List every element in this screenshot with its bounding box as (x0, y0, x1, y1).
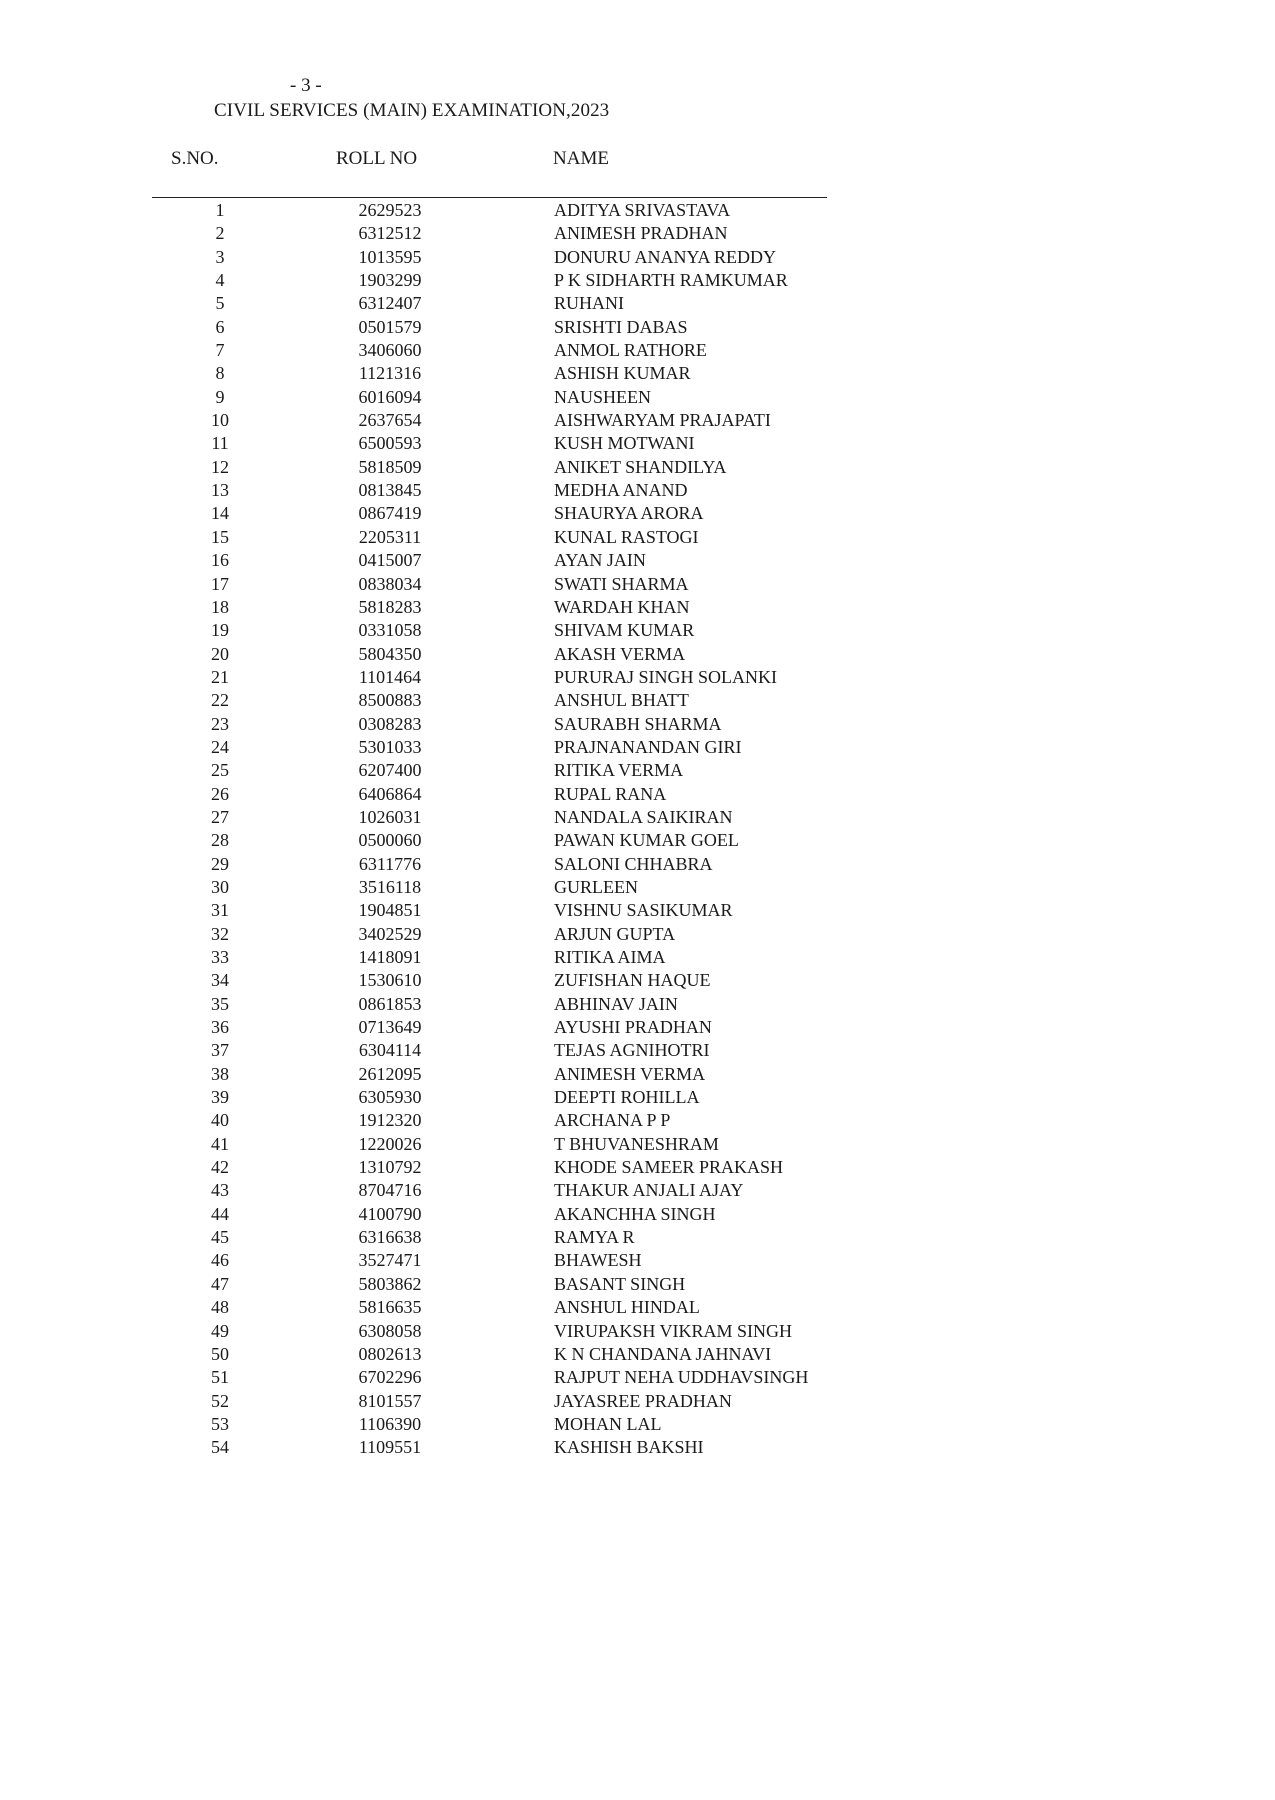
candidate-name-cell: VIRUPAKSH VIKRAM SINGH (554, 1320, 793, 1341)
document-title: CIVIL SERVICES (MAIN) EXAMINATION,2023 (214, 100, 610, 121)
table-row (0, 1203, 1275, 1226)
serial-number-cell: 43 (211, 1180, 229, 1201)
candidate-name-cell: KASHISH BAKSHI (554, 1437, 704, 1458)
table-row (0, 1366, 1275, 1389)
candidate-name-cell: JAYASREE PRADHAN (554, 1390, 732, 1411)
serial-number-cell: 48 (211, 1297, 229, 1318)
table-row (0, 1296, 1275, 1319)
roll-number-cell: 3406060 (358, 340, 422, 361)
candidate-name-cell: PURURAJ SINGH SOLANKI (554, 666, 778, 687)
roll-number-cell: 1220026 (358, 1133, 422, 1154)
column-header-name: NAME (553, 148, 609, 169)
roll-number-cell: 2629523 (358, 200, 422, 220)
serial-number-cell: 54 (211, 1437, 229, 1458)
candidate-name-cell: DONURU ANANYA REDDY (554, 246, 777, 267)
roll-number-cell: 5816635 (358, 1297, 422, 1318)
serial-number-cell: 50 (211, 1343, 229, 1364)
table-row (0, 993, 1275, 1016)
serial-number-cell: 26 (211, 783, 229, 804)
serial-number-cell: 30 (211, 876, 229, 897)
roll-number-cell: 2612095 (358, 1063, 422, 1084)
roll-number-cell: 6406864 (358, 783, 422, 804)
candidate-name-cell: K N CHANDANA JAHNAVI (554, 1343, 772, 1364)
roll-number-cell: 0500060 (358, 830, 422, 851)
page-number: - 3 - (290, 75, 322, 96)
serial-number-cell: 39 (211, 1087, 229, 1108)
roll-number-cell: 3527471 (358, 1250, 422, 1271)
candidate-name-cell: AYUSHI PRADHAN (554, 1017, 712, 1038)
candidate-name-cell: ABHINAV JAIN (554, 993, 678, 1014)
roll-number-cell: 4100790 (358, 1203, 422, 1224)
candidate-name-cell: RUHANI (554, 293, 624, 314)
candidate-name-cell: SHIVAM KUMAR (554, 620, 695, 641)
table-row (0, 923, 1275, 946)
candidate-name-cell: ANSHUL HINDAL (554, 1297, 700, 1318)
candidate-name-cell: KUNAL RASTOGI (554, 526, 699, 547)
candidate-name-cell: SWATI SHARMA (554, 573, 689, 594)
column-header-roll-no: ROLL NO (336, 148, 418, 169)
candidate-name-cell: BASANT SINGH (554, 1273, 686, 1294)
serial-number-cell: 3 (215, 246, 225, 267)
candidate-name-cell: RITIKA AIMA (554, 947, 666, 967)
serial-number-cell: 20 (211, 643, 229, 664)
table-row (0, 829, 1275, 852)
table-row (0, 1273, 1275, 1296)
candidate-name-cell: RAMYA R (554, 1227, 635, 1248)
roll-number-cell: 1109551 (358, 1437, 422, 1458)
table-row (0, 643, 1275, 666)
table-row (0, 526, 1275, 549)
roll-number-cell: 6305930 (358, 1087, 422, 1108)
serial-number-cell: 22 (211, 690, 229, 711)
roll-number-cell: 5803862 (358, 1273, 422, 1294)
serial-number-cell: 24 (211, 736, 229, 757)
serial-number-cell: 27 (211, 806, 229, 827)
table-row (0, 199, 1275, 222)
table-row (0, 853, 1275, 876)
serial-number-cell: 25 (211, 760, 229, 781)
roll-number-cell: 6702296 (358, 1367, 422, 1388)
table-row (0, 1063, 1275, 1086)
table-row (0, 1413, 1275, 1436)
roll-number-cell: 1904851 (358, 900, 422, 921)
serial-number-cell: 16 (211, 550, 229, 571)
table-row (0, 759, 1275, 782)
candidate-name-cell: NANDALA SAIKIRAN (554, 806, 733, 827)
candidate-name-cell: AKASH VERMA (554, 643, 686, 664)
roll-number-cell: 0713649 (358, 1017, 422, 1038)
serial-number-cell: 17 (211, 573, 229, 594)
serial-number-cell: 21 (211, 666, 229, 687)
roll-number-cell: 1912320 (358, 1110, 422, 1131)
table-row (0, 1086, 1275, 1109)
table-row (0, 1249, 1275, 1272)
table-row (0, 783, 1275, 806)
serial-number-cell: 19 (211, 620, 229, 641)
table-row (0, 1436, 1275, 1459)
table-row (0, 1039, 1275, 1062)
serial-number-cell: 15 (211, 526, 229, 547)
table-row (0, 502, 1275, 525)
candidate-name-cell: ANMOL RATHORE (554, 340, 707, 361)
table-row (0, 573, 1275, 596)
roll-number-cell: 8500883 (358, 690, 422, 711)
roll-number-cell: 0501579 (358, 316, 422, 337)
roll-number-cell: 5804350 (358, 643, 422, 664)
serial-number-cell: 45 (211, 1227, 229, 1248)
roll-number-cell: 6500593 (358, 433, 422, 454)
candidate-name-cell: VISHNU SASIKUMAR (554, 900, 733, 921)
roll-number-cell: 8704716 (358, 1180, 422, 1201)
roll-number-cell: 1530610 (358, 970, 422, 991)
roll-number-cell: 6312407 (358, 293, 422, 314)
roll-number-cell: 1101464 (358, 666, 422, 687)
candidate-name-cell: MEDHA ANAND (554, 480, 688, 501)
serial-number-cell: 35 (211, 993, 229, 1014)
table-row (0, 899, 1275, 922)
serial-number-cell: 47 (211, 1273, 229, 1294)
roll-number-cell: 6308058 (358, 1320, 422, 1341)
serial-number-cell: 34 (211, 970, 229, 991)
table-row (0, 689, 1275, 712)
serial-number-cell: 4 (215, 270, 225, 291)
table-row (0, 713, 1275, 736)
serial-number-cell: 18 (211, 596, 229, 617)
roll-number-cell: 0867419 (358, 503, 422, 524)
table-row (0, 969, 1275, 992)
table-row (0, 1109, 1275, 1132)
serial-number-cell: 31 (211, 900, 229, 921)
roll-number-cell: 6304114 (358, 1040, 422, 1061)
table-row (0, 946, 1275, 969)
table-row (0, 666, 1275, 689)
candidate-name-cell: RAJPUT NEHA UDDHAVSINGH (554, 1367, 809, 1388)
table-row (0, 1343, 1275, 1366)
serial-number-cell: 10 (211, 410, 229, 431)
roll-number-cell: 1013595 (358, 246, 422, 267)
roll-number-cell: 0802613 (358, 1343, 422, 1364)
serial-number-cell: 29 (211, 853, 229, 874)
serial-number-cell: 8 (215, 363, 225, 384)
roll-number-cell: 0415007 (358, 550, 422, 571)
candidate-name-cell: PAWAN KUMAR GOEL (554, 830, 739, 851)
roll-number-cell: 6316638 (358, 1227, 422, 1248)
candidate-name-cell: THAKUR ANJALI AJAY (554, 1180, 744, 1201)
roll-number-cell: 1418091 (358, 947, 422, 967)
serial-number-cell: 1 (215, 200, 225, 220)
roll-number-cell: 2637654 (358, 410, 422, 431)
candidate-name-cell: TEJAS AGNIHOTRI (554, 1040, 710, 1061)
candidate-name-cell: SAURABH SHARMA (554, 713, 722, 734)
roll-number-cell: 6312512 (358, 223, 422, 244)
roll-number-cell: 5818509 (358, 456, 422, 477)
candidate-name-cell: SRISHTI DABAS (554, 316, 688, 337)
candidate-name-cell: ARCHANA P P (554, 1110, 671, 1131)
candidate-name-cell: RUPAL RANA (554, 783, 667, 804)
candidate-name-cell: KHODE SAMEER PRAKASH (554, 1157, 784, 1178)
serial-number-cell: 42 (211, 1157, 229, 1178)
serial-number-cell: 12 (211, 456, 229, 477)
serial-number-cell: 51 (211, 1367, 229, 1388)
serial-number-cell: 46 (211, 1250, 229, 1271)
table-row (0, 1179, 1275, 1202)
candidate-name-cell: BHAWESH (554, 1250, 642, 1271)
candidate-name-cell: MOHAN LAL (554, 1413, 662, 1434)
serial-number-cell: 36 (211, 1017, 229, 1038)
serial-number-cell: 7 (215, 340, 225, 361)
candidate-name-cell: PRAJNANANDAN GIRI (554, 736, 742, 757)
roll-number-cell: 1106390 (358, 1413, 422, 1434)
serial-number-cell: 9 (215, 386, 225, 407)
candidate-name-cell: RITIKA VERMA (554, 760, 684, 781)
table-row (0, 806, 1275, 829)
candidate-name-cell: AYAN JAIN (554, 550, 646, 571)
table-row (0, 432, 1275, 455)
serial-number-cell: 23 (211, 713, 229, 734)
candidate-name-cell: SALONI CHHABRA (554, 853, 713, 874)
candidate-name-cell: ANSHUL BHATT (554, 690, 689, 711)
serial-number-cell: 5 (215, 293, 225, 314)
table-row (0, 736, 1275, 759)
candidate-name-cell: WARDAH KHAN (554, 596, 690, 617)
candidate-name-cell: ASHISH KUMAR (554, 363, 691, 384)
table-row (0, 596, 1275, 619)
serial-number-cell: 33 (211, 947, 229, 967)
candidate-name-cell: ARJUN GUPTA (554, 923, 676, 944)
roll-number-cell: 0861853 (358, 993, 422, 1014)
roll-number-cell: 0331058 (358, 620, 422, 641)
table-row (0, 1156, 1275, 1179)
candidate-name-cell: ANIMESH VERMA (554, 1063, 706, 1084)
table-row (0, 1016, 1275, 1039)
roll-number-cell: 1310792 (358, 1157, 422, 1178)
serial-number-cell: 49 (211, 1320, 229, 1341)
roll-number-cell: 6207400 (358, 760, 422, 781)
candidate-name-cell: KUSH MOTWANI (554, 433, 695, 454)
serial-number-cell: 41 (211, 1133, 229, 1154)
candidate-name-cell: ANIKET SHANDILYA (554, 456, 727, 477)
table-row (0, 1320, 1275, 1343)
table-row (0, 1226, 1275, 1249)
candidate-name-cell: AKANCHHA SINGH (554, 1203, 716, 1224)
table-row (0, 222, 1275, 245)
roll-number-cell: 6311776 (358, 853, 422, 874)
roll-number-cell: 5301033 (358, 736, 422, 757)
candidate-name-cell: ADITYA SRIVASTAVA (554, 200, 731, 220)
table-row (0, 479, 1275, 502)
candidate-name-cell: GURLEEN (554, 876, 638, 897)
candidate-name-cell: ZUFISHAN HAQUE (554, 970, 711, 991)
table-row (0, 409, 1275, 432)
table-row (0, 549, 1275, 572)
roll-number-cell: 1026031 (358, 806, 422, 827)
candidate-name-cell: P K SIDHARTH RAMKUMAR (554, 270, 788, 291)
table-row (0, 362, 1275, 385)
candidate-name-cell: DEEPTI ROHILLA (554, 1087, 700, 1108)
roll-number-cell: 3516118 (358, 876, 422, 897)
roll-number-cell: 5818283 (358, 596, 422, 617)
serial-number-cell: 37 (211, 1040, 229, 1061)
table-row (0, 876, 1275, 899)
serial-number-cell: 14 (211, 503, 229, 524)
serial-number-cell: 13 (211, 480, 229, 501)
table-row (0, 386, 1275, 409)
serial-number-cell: 38 (211, 1063, 229, 1084)
table-row (0, 1390, 1275, 1413)
roll-number-cell: 0838034 (358, 573, 422, 594)
serial-number-cell: 40 (211, 1110, 229, 1131)
roll-number-cell: 6016094 (358, 386, 422, 407)
roll-number-cell: 0813845 (358, 480, 422, 501)
candidate-name-cell: ANIMESH PRADHAN (554, 223, 728, 244)
table-row (0, 339, 1275, 362)
roll-number-cell: 8101557 (358, 1390, 422, 1411)
serial-number-cell: 6 (215, 316, 225, 337)
table-row (0, 316, 1275, 339)
serial-number-cell: 44 (211, 1203, 229, 1224)
table-row (0, 292, 1275, 315)
serial-number-cell: 53 (211, 1413, 229, 1434)
serial-number-cell: 11 (211, 433, 229, 454)
results-table (0, 199, 1275, 1460)
table-row (0, 269, 1275, 292)
header-divider (152, 197, 827, 198)
table-row (0, 619, 1275, 642)
table-row (0, 456, 1275, 479)
roll-number-cell: 2205311 (358, 526, 422, 547)
serial-number-cell: 52 (211, 1390, 229, 1411)
table-row (0, 246, 1275, 269)
serial-number-cell: 32 (211, 923, 229, 944)
roll-number-cell: 0308283 (358, 713, 422, 734)
serial-number-cell: 2 (215, 223, 225, 244)
column-header-sno: S.NO. (171, 148, 219, 169)
candidate-name-cell: NAUSHEEN (554, 386, 651, 407)
table-row (0, 1133, 1275, 1156)
roll-number-cell: 1903299 (358, 270, 422, 291)
candidate-name-cell: SHAURYA ARORA (554, 503, 704, 524)
serial-number-cell: 28 (211, 830, 229, 851)
candidate-name-cell: AISHWARYAM PRAJAPATI (554, 410, 771, 431)
roll-number-cell: 1121316 (358, 363, 422, 384)
roll-number-cell: 3402529 (358, 923, 422, 944)
candidate-name-cell: T BHUVANESHRAM (554, 1133, 719, 1154)
